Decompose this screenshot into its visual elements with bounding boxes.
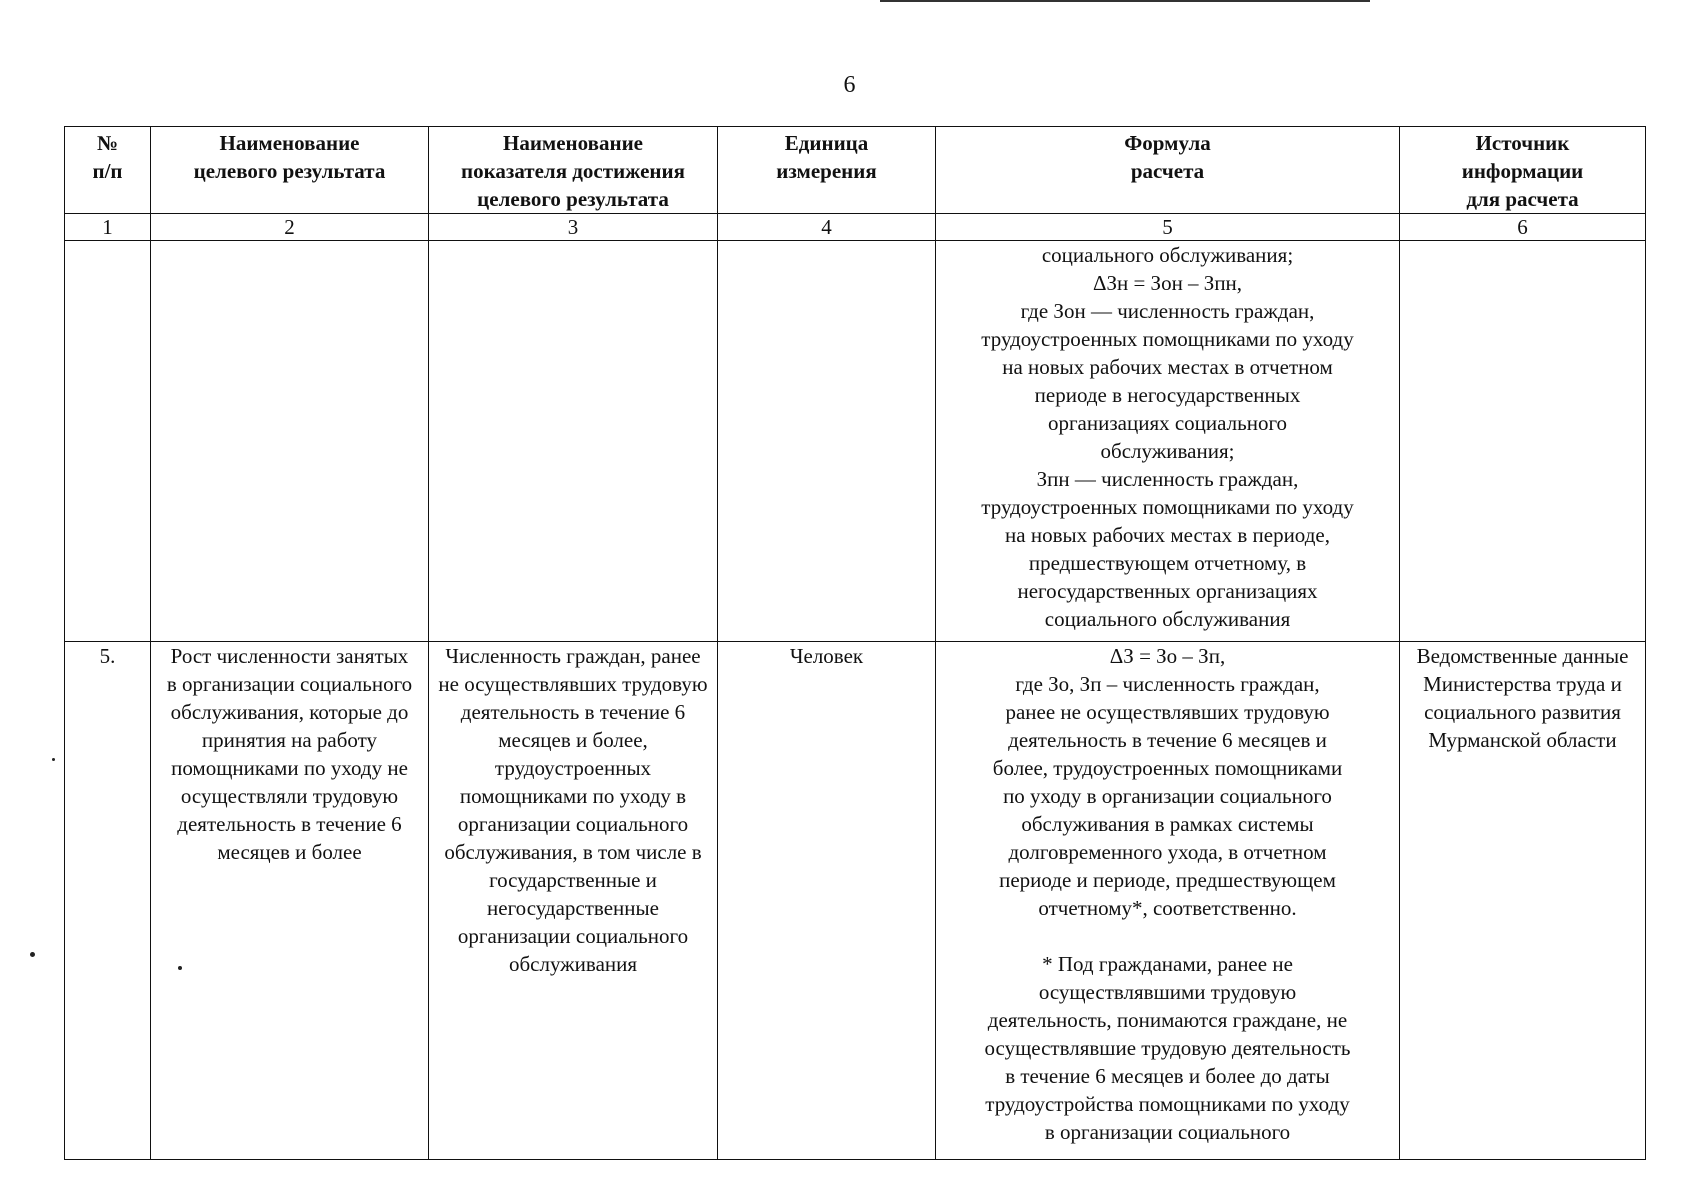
indicator-name: Численность граждан, ранее не осуществлявших трудовую деятельность в течение 6 месяцев и более, трудоустроенных помощниками по уходу в организации социального обслуживания, в том числе в государственные и негосударственные организации социального обслуживания: [429, 642, 718, 1160]
page-number: 6: [843, 72, 856, 98]
source: Ведомственные данные Министерства труда и социального развития Мурманской области: [1400, 642, 1646, 1160]
header-cell: [65, 127, 151, 214]
empty-cell: [65, 241, 151, 642]
header-cell: [151, 127, 429, 214]
header-line: п/п: [92, 159, 123, 183]
unit: Человек: [718, 642, 936, 1160]
formula-line: долговременного ухода, в отчетном: [1008, 840, 1327, 864]
formula-line: социального обслуживания: [1044, 607, 1291, 631]
header-line: Формула: [1124, 131, 1211, 155]
column-number: 5: [936, 214, 1400, 241]
formula-line: где Зон — численность граждан,: [1020, 299, 1315, 323]
scan-speck: [30, 952, 35, 957]
formula-line: где Зо, Зп – численность граждан,: [1015, 672, 1320, 696]
formula-line: [940, 922, 1395, 950]
formula-line: деятельность, понимаются граждане, не: [987, 1008, 1348, 1032]
scan-speck: [52, 758, 55, 761]
column-number: 1: [65, 214, 151, 241]
header-line: Наименование: [219, 131, 360, 155]
header-line: Единица: [784, 131, 869, 155]
continuation-row: [65, 241, 1646, 642]
empty-cell: [718, 241, 936, 642]
formula-line: предшествующем отчетному, в: [1028, 551, 1307, 575]
result-name: Рост численности занятых в организации социального обслуживания, которые до принятия на работу помощниками по уходу не осуществляли трудовую деятельность в течение 6 месяцев и более: [151, 642, 429, 1160]
header-row: [65, 127, 1646, 214]
header-line: целевого результата: [477, 187, 669, 211]
formula-line: трудоустройства помощниками по уходу: [985, 1092, 1350, 1116]
formula-line: ΔЗн = Зон – Зпн,: [1092, 271, 1243, 295]
column-number: 4: [718, 214, 936, 241]
row-number: 5.: [65, 642, 151, 1160]
formula-line: трудоустроенных помощниками по уходу: [981, 495, 1354, 519]
column-number-row: [65, 214, 1646, 241]
formula-continuation: [936, 241, 1400, 642]
empty-cell: [151, 241, 429, 642]
header-line: целевого результата: [193, 159, 386, 183]
empty-cell: [1400, 241, 1646, 642]
formula-line: на новых рабочих местах в отчетном: [1002, 355, 1333, 379]
header-cell: [936, 127, 1400, 214]
header-cell: [429, 127, 718, 214]
header-line: измерения: [776, 159, 877, 183]
formula-line: обслуживания;: [1100, 439, 1235, 463]
empty-cell: [429, 241, 718, 642]
formula-line: более, трудоустроенных помощниками: [992, 756, 1343, 780]
top-rule: [880, 0, 1370, 2]
formula-line: осуществлявшие трудовую деятельность: [984, 1036, 1351, 1060]
header-cell: [718, 127, 936, 214]
formula-line: трудоустроенных помощниками по уходу: [981, 327, 1354, 351]
formula: [936, 642, 1400, 1160]
formula-line: социального обслуживания;: [1041, 243, 1294, 267]
header-line: Источник: [1475, 131, 1570, 155]
formula-line: организациях социального: [1047, 411, 1288, 435]
header-line: Наименование: [503, 131, 643, 155]
table-row: [65, 642, 1646, 1160]
header-line: информации: [1461, 159, 1584, 183]
formula-line: деятельность в течение 6 месяцев и: [1008, 728, 1327, 752]
header-line: показателя достижения: [461, 159, 685, 183]
formula-line: в течение 6 месяцев и более до даты: [1005, 1064, 1330, 1088]
header-line: для расчета: [1466, 187, 1579, 211]
formula-line: по уходу в организации социального: [1003, 784, 1332, 808]
formula-line: в организации социального: [1044, 1120, 1291, 1144]
formula-line: осуществлявшими трудовую: [1038, 980, 1297, 1004]
formula-line: негосударственных организациях: [1017, 579, 1318, 603]
header-line: №: [96, 131, 119, 155]
formula-line: * Под гражданами, ранее не: [1042, 952, 1293, 976]
column-number: 6: [1400, 214, 1646, 241]
formula-line: на новых рабочих местах в периоде,: [1005, 523, 1330, 547]
formula-line: отчетному*, соответственно.: [1038, 896, 1297, 920]
column-number: 2: [151, 214, 429, 241]
column-number: 3: [429, 214, 718, 241]
indicators-table: [64, 126, 1646, 1160]
formula-line: периоде в негосударственных: [1034, 383, 1301, 407]
formula-line: периоде и периоде, предшествующем: [999, 868, 1336, 892]
scan-speck: [178, 966, 182, 970]
header-cell: [1400, 127, 1646, 214]
formula-line: ранее не осуществлявших трудовую: [1005, 700, 1330, 724]
formula-line: Зпн — численность граждан,: [1036, 467, 1299, 491]
formula-line: обслуживания в рамках системы: [1021, 812, 1314, 836]
header-line: расчета: [1130, 159, 1205, 183]
formula-line: ΔЗ = Зо – Зп,: [1109, 644, 1226, 668]
